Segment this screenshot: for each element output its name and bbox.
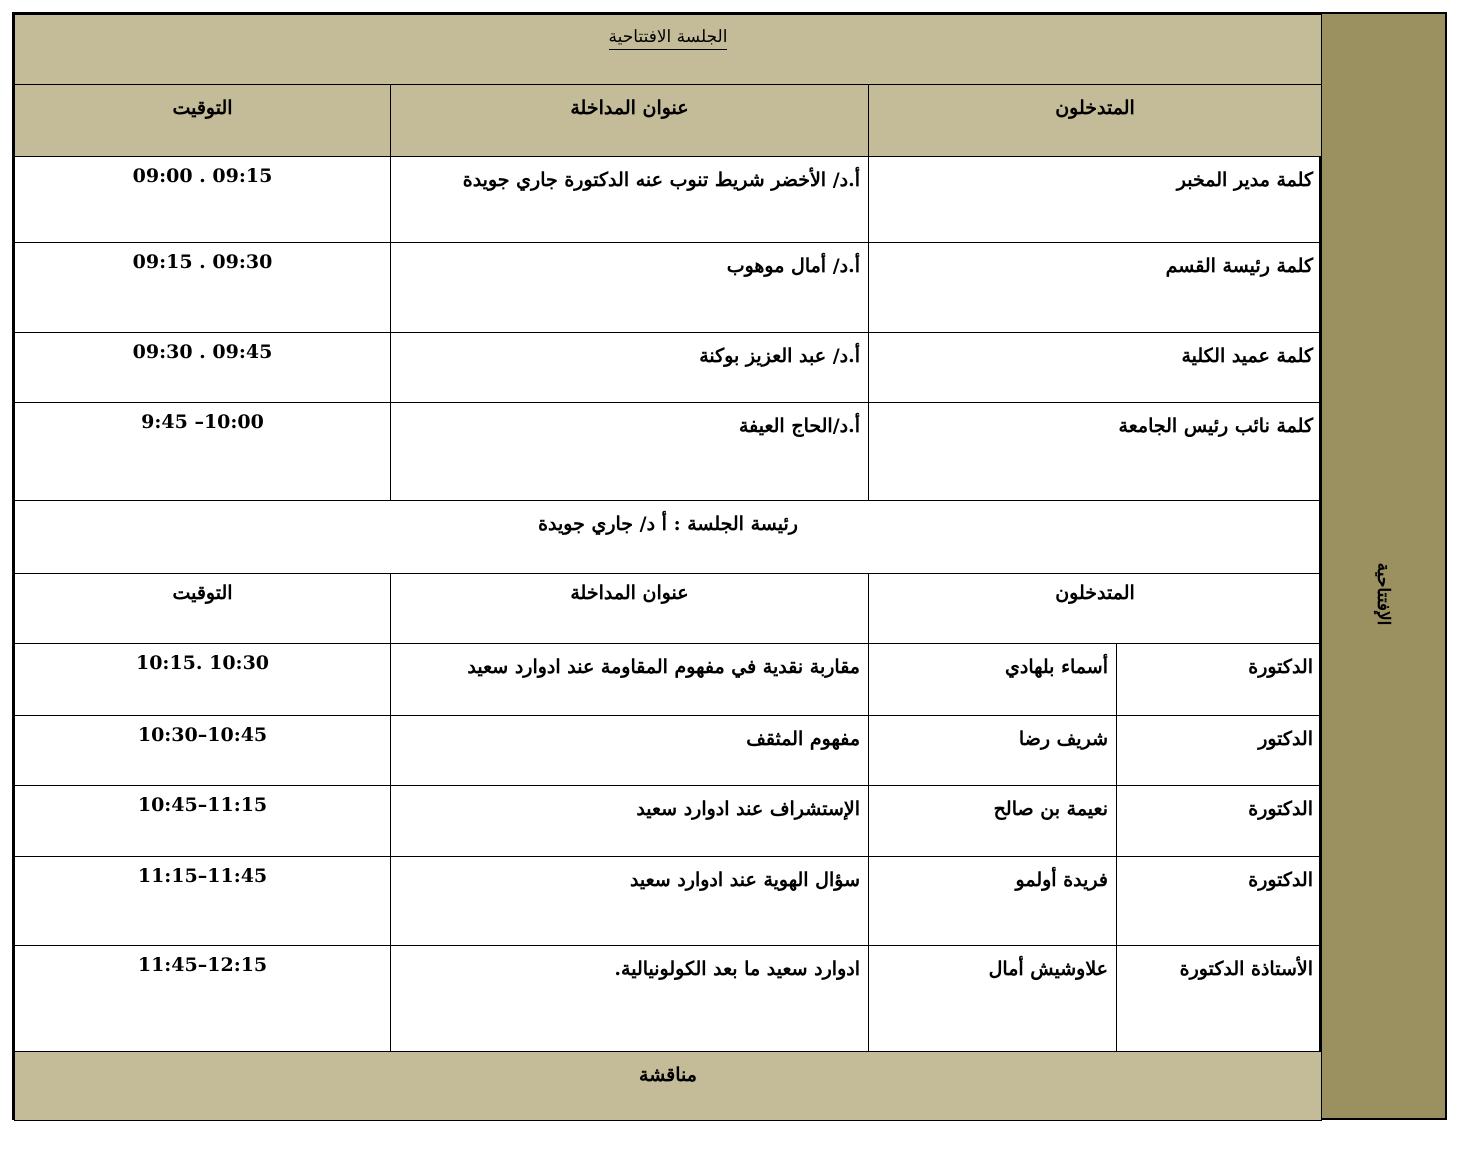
opening-time: 09:15 . 09:00 — [15, 157, 391, 243]
session-topic: الإستشراف عند ادوارد سعيد — [391, 786, 869, 857]
discussion: مناقشة — [15, 1052, 1322, 1121]
side-column — [1319, 14, 1445, 1118]
speaker-name: فريدة أولمو — [869, 857, 1117, 946]
session-time: 11:45–11:15 — [15, 857, 391, 946]
session-time: 11:15–10:45 — [15, 786, 391, 857]
session-chair-row — [15, 501, 1322, 574]
discussion-row — [15, 1052, 1322, 1121]
opening-header-row — [15, 85, 1322, 157]
speaker-title: الدكتورة — [1117, 786, 1322, 857]
session-row — [15, 857, 1322, 946]
header-speakers: المتدخلون — [869, 85, 1322, 157]
session-time: 10:45–10:30 — [15, 716, 391, 786]
header-topic: عنوان المداخلة — [391, 85, 869, 157]
session-row — [15, 644, 1322, 716]
side-label: الإفتتاحية — [1373, 562, 1393, 626]
opening-speaker: كلمة مدير المخبر — [869, 157, 1322, 243]
opening-time: 10:00– 9:45 — [15, 403, 391, 501]
opening-title: الجلسة الافتتاحية — [15, 15, 1322, 85]
session-row — [15, 946, 1322, 1052]
session-topic: سؤال الهوية عند ادوارد سعيد — [391, 857, 869, 946]
opening-topic: أ.د/ عبد العزيز بوكنة — [391, 333, 869, 403]
program-table — [14, 14, 1322, 1121]
speaker-name: شريف رضا — [869, 716, 1117, 786]
opening-speaker: كلمة نائب رئيس الجامعة — [869, 403, 1322, 501]
session-topic: مفهوم المثقف — [391, 716, 869, 786]
session-topic: مقاربة نقدية في مفهوم المقاومة عند ادوارد سعيد — [391, 644, 869, 716]
session-header-row — [15, 574, 1322, 644]
header-time: التوقيت — [15, 574, 391, 644]
session-topic: ادوارد سعيد ما بعد الكولونيالية. — [391, 946, 869, 1052]
opening-speaker: كلمة عميد الكلية — [869, 333, 1322, 403]
opening-row — [15, 243, 1322, 333]
speaker-title: الدكتورة — [1117, 857, 1322, 946]
opening-speaker: كلمة رئيسة القسم — [869, 243, 1322, 333]
speaker-title: الدكتور — [1117, 716, 1322, 786]
speaker-title: الأستاذة الدكتورة — [1117, 946, 1322, 1052]
session-row — [15, 786, 1322, 857]
opening-row — [15, 333, 1322, 403]
header-speakers: المتدخلون — [869, 574, 1322, 644]
speaker-name: أسماء بلهادي — [869, 644, 1117, 716]
session-time: 12:15–11:45 — [15, 946, 391, 1052]
speaker-name: علاوشيش أمال — [869, 946, 1117, 1052]
opening-topic: أ.د/الحاج العيفة — [391, 403, 869, 501]
opening-topic: أ.د/ الأخضر شريط تنوب عنه الدكتورة جاري جويدة — [391, 157, 869, 243]
session-row — [15, 716, 1322, 786]
opening-topic: أ.د/ أمال موهوب — [391, 243, 869, 333]
speaker-title: الدكتورة — [1117, 644, 1322, 716]
session-chair: رئيسة الجلسة : أ د/ جاري جويدة — [15, 501, 1322, 574]
opening-title-row — [15, 15, 1322, 85]
speaker-name: نعيمة بن صالح — [869, 786, 1117, 857]
header-topic: عنوان المداخلة — [391, 574, 869, 644]
opening-row — [15, 157, 1322, 243]
session-time: 10:30 .10:15 — [15, 644, 391, 716]
opening-row — [15, 403, 1322, 501]
opening-time: 09:45 . 09:30 — [15, 333, 391, 403]
program-sheet — [12, 12, 1447, 1120]
header-time: التوقيت — [15, 85, 391, 157]
opening-time: 09:30 . 09:15 — [15, 243, 391, 333]
